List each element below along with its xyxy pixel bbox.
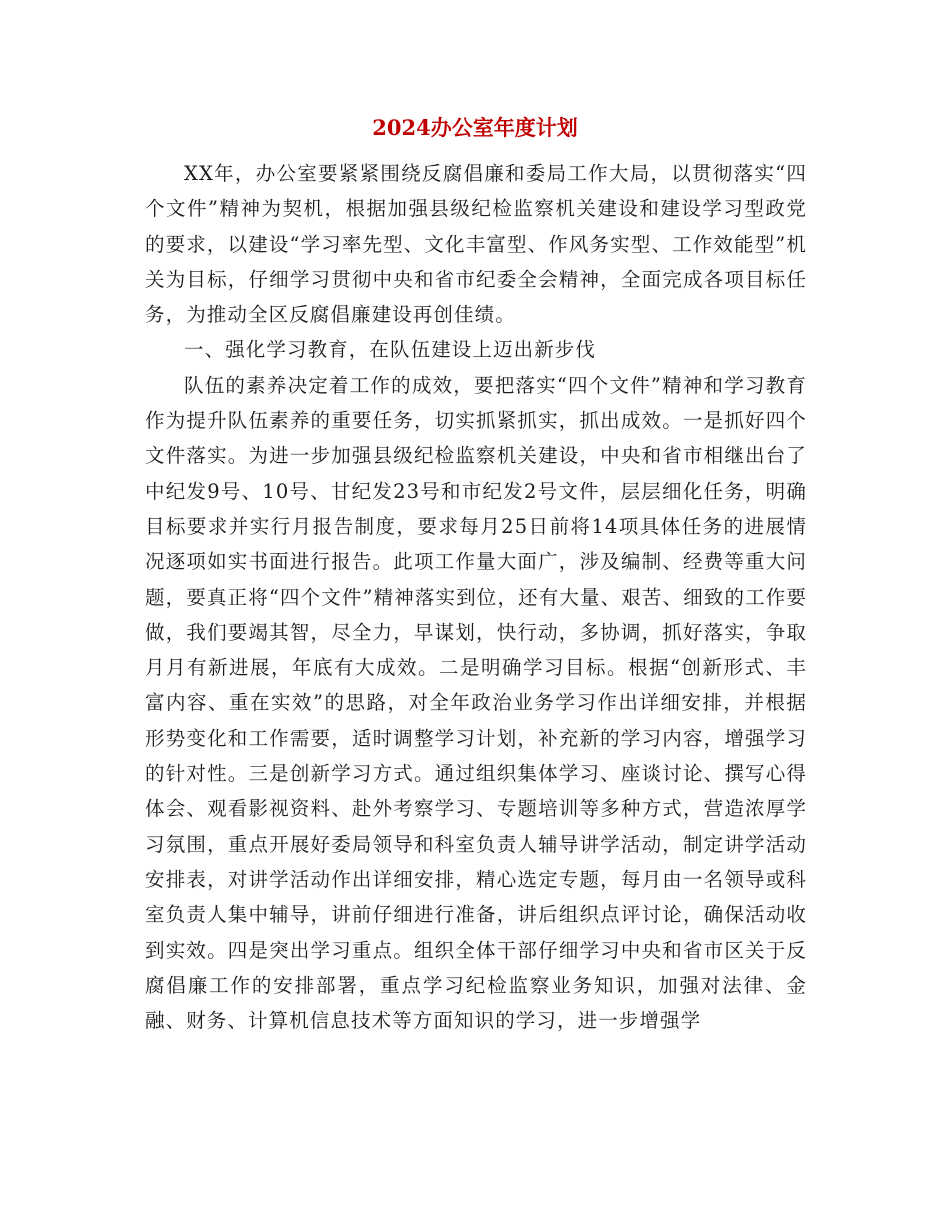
document-body	[145, 156, 807, 1038]
intro-paragraph: XX年，办公室要紧紧围绕反腐倡廉和委局工作大局，以贯彻落实“四个文件”精神为契机，根据加强县级纪检监察机关建设和建设学习型政党的要求，以建设“学习率先型、文化丰富型、作风务实型、工作效能型”机关为目标，仔细学习贯彻中央和省市纪委全会精神，全面完成各项目标任务，为推动全区反腐倡廉建设再创佳绩。	[145, 162, 807, 327]
body-paragraph: 队伍的素养决定着工作的成效，要把落实“四个文件”精神和学习教育作为提升队伍素养的重要任务，切实抓紧抓实，抓出成效。一是抓好四个文件落实。为进一步加强县级纪检监察机关建设，中央和省市相继出台了中纪发9号、10号、甘纪发23号和市纪发2号文件，层层细化任务，明确目标要求并实行月报告制度，要求每月25日前将14项具体任务的进展情况逐项如实书面进行报告。此项工作量大面广，涉及编制、经费等重大问题，要真正将“四个文件”精神落实到位，还有大量、艰苦、细致的工作要做，我们要竭其智，尽全力，早谋划，快行动，多协调，抓好落实，争取月月有新进展，年底有大成效。二是明确学习目标。根据“创新形式、丰富内容、重在实效”的思路，对全年政治业务学习作出详细安排，并根据形势变化和工作需要，适时调整学习计划，补充新的学习内容，增强学习的针对性。三是创新学习方式。通过组织集体学习、座谈讨论、撰写心得体会、观看影视资料、赴外考察学习、专题培训等多种方式，营造浓厚学习氛围，重点开展好委局领导和科室负责人辅导讲学活动，制定讲学活动安排表，对讲学活动作出详细安排，精心选定专题，每月由一名领导或科室负责人集中辅导，讲前仔细进行准备，讲后组织点评讨论，确保活动收到实效。四是突出学习重点。组织全体干部仔细学习中央和省市区关于反腐倡廉工作的安排部署，重点学习纪检监察业务知识，加强对法律、金融、财务、计算机信息技术等方面知识的学习，进一步增强学	[145, 373, 807, 1033]
section-heading: 一、强化学习教育，在队伍建设上迈出新步伐	[184, 338, 597, 362]
document-title: 2024办公室年度计划	[372, 115, 578, 140]
